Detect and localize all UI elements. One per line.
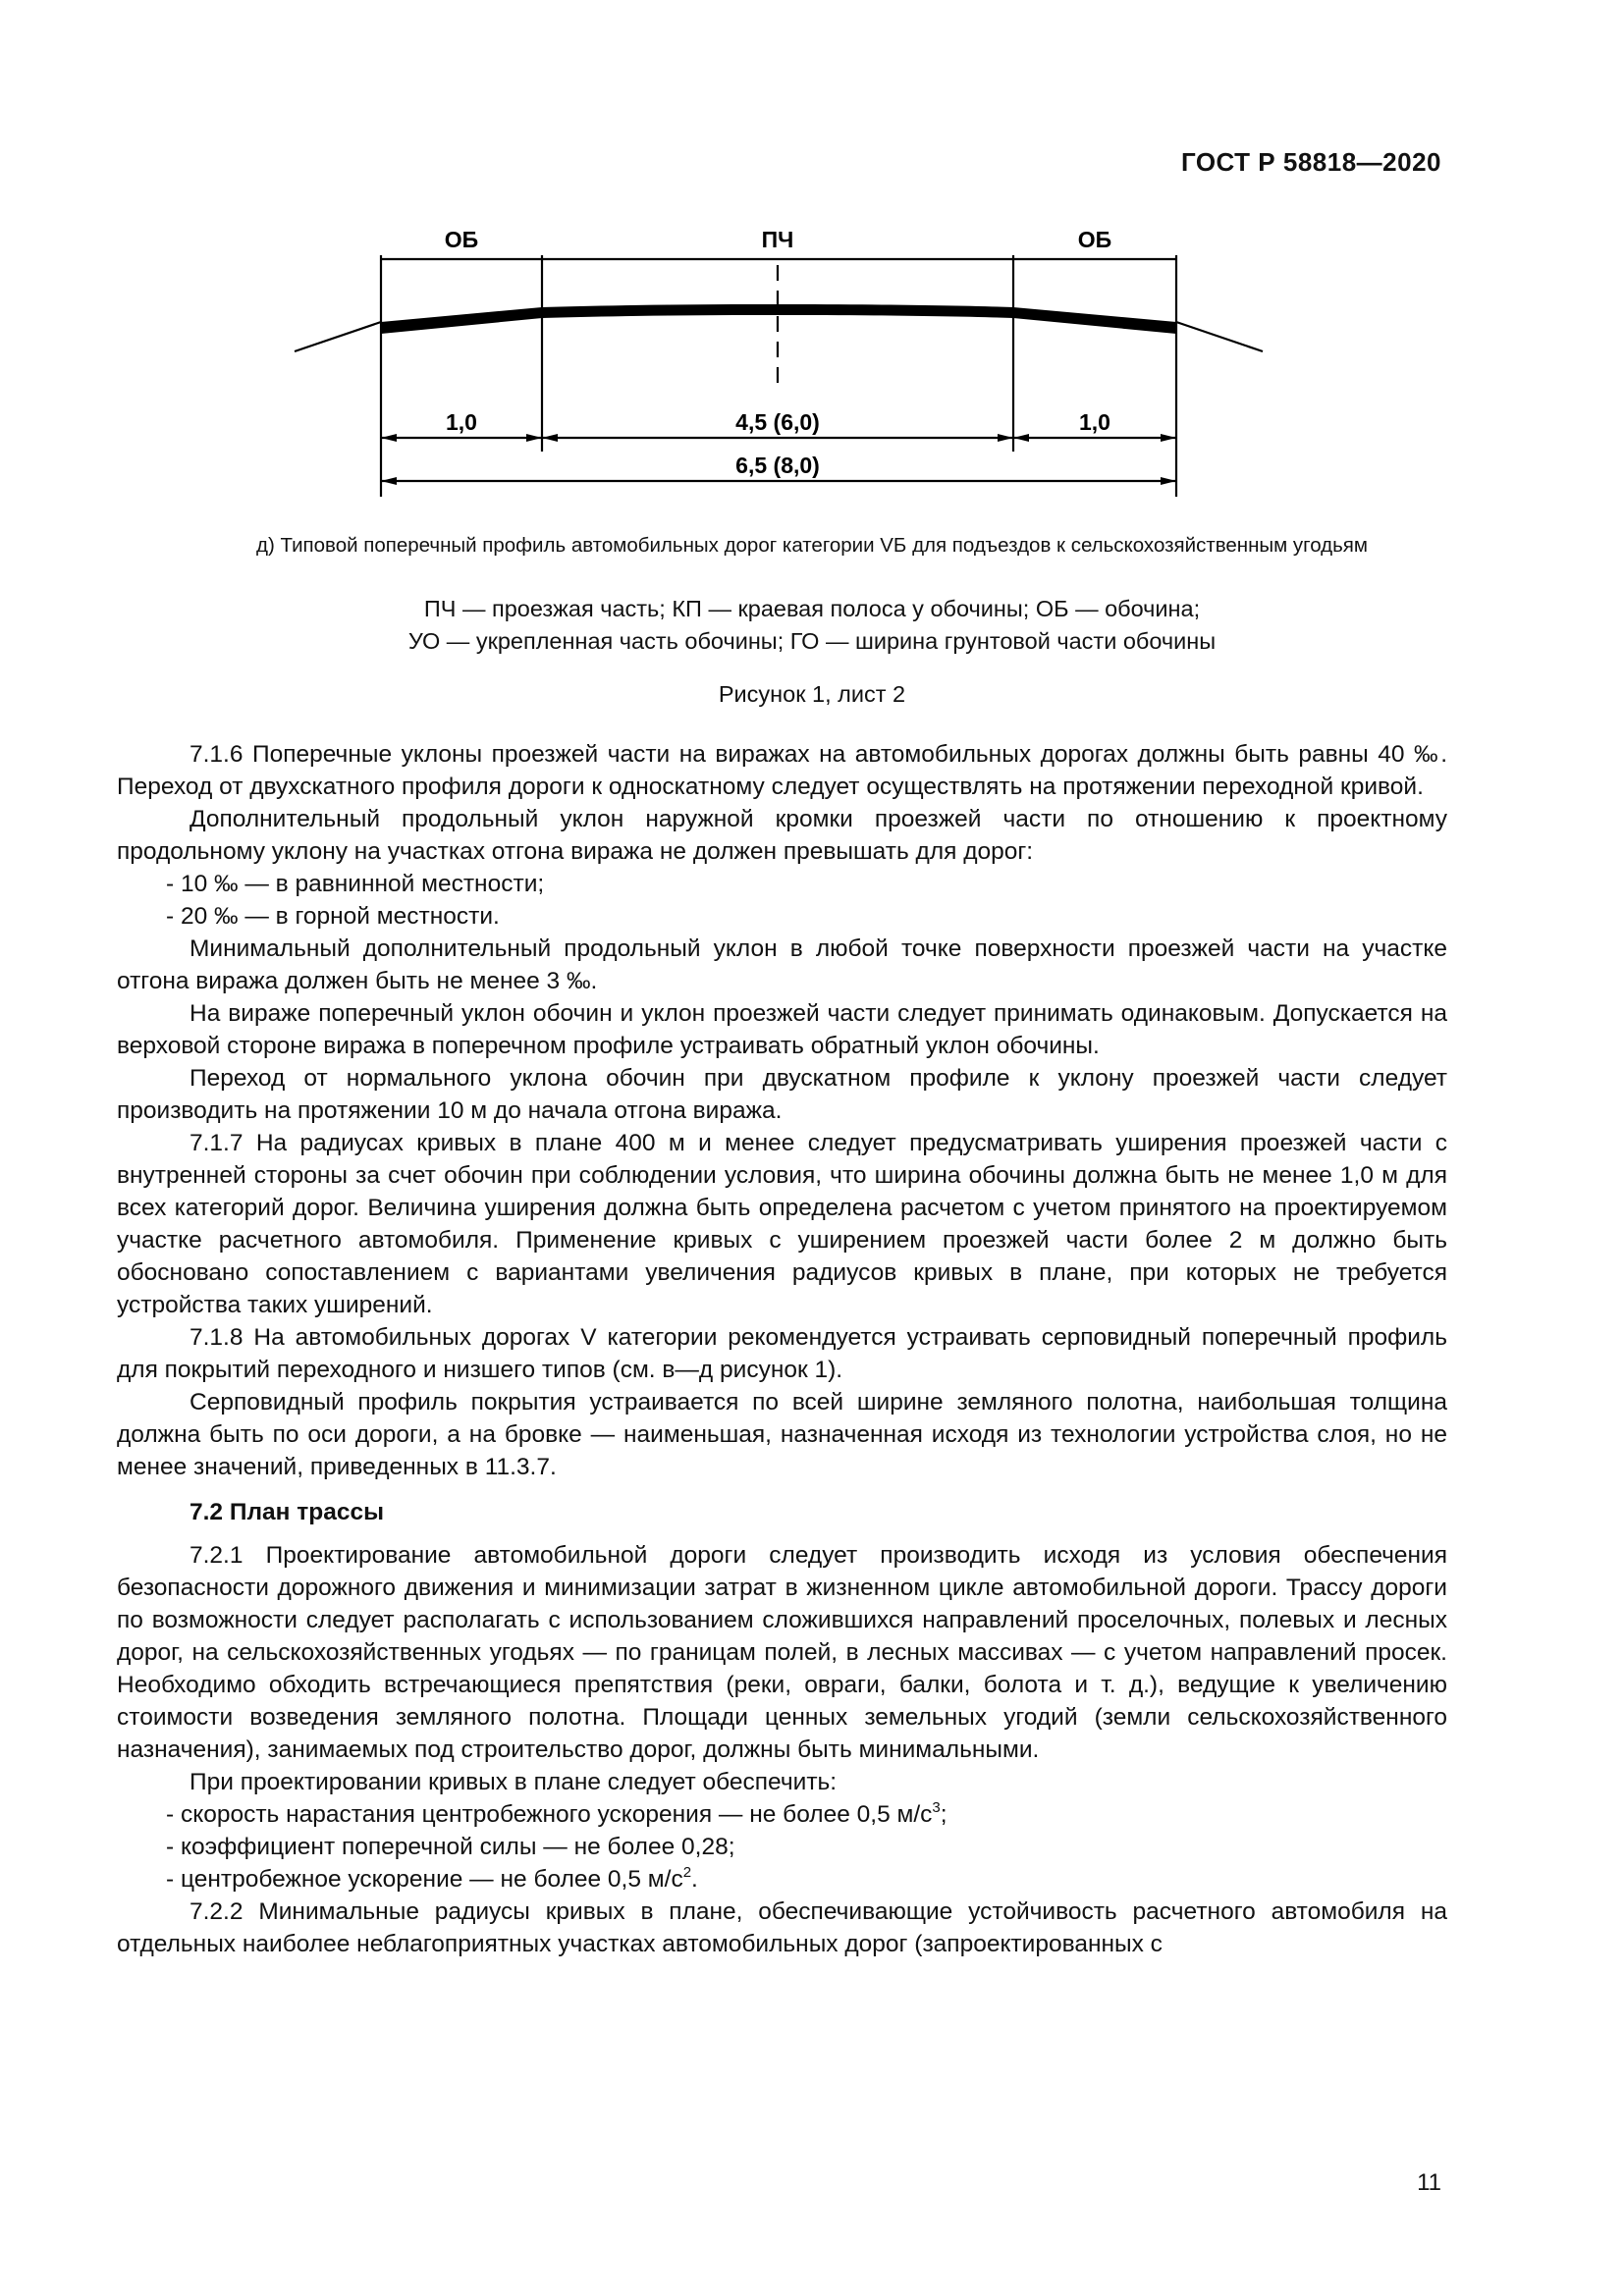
page-header: ГОСТ Р 58818—2020 bbox=[1180, 147, 1441, 177]
paragraph: Дополнительный продольный уклон наружной кромки проезжей части по отношению к проектному продольному уклону на участках отгона виража не должен превышать для дорог: bbox=[117, 806, 1447, 865]
list-item-end: ; bbox=[940, 1801, 947, 1828]
paragraph: 7.1.8 На автомобильных дорогах V категории рекомендуется устраивать серповидный поперечный профиль для покрытий переходного и низшего типов (см. в—д рисунок 1). bbox=[117, 1324, 1447, 1383]
paragraph: Серповидный профиль покрытия устраивается по всей ширине земляного полотна, наибольшая толщина должна быть по оси дороги, а на бровке — наименьшая, назначенная исходя из технологии устройства слоя, но не менее значений, приведенных в 11.3.7. bbox=[117, 1389, 1447, 1480]
cross-section-diagram bbox=[285, 216, 1286, 510]
section-heading: 7.2 План трассы bbox=[189, 1499, 385, 1525]
list-item: - 10 ‰ — в равнинной местности; bbox=[166, 871, 545, 897]
legend-line: ПЧ — проезжая часть; КП — краевая полоса у обочины; ОБ — обочина; bbox=[423, 596, 1201, 621]
arrow bbox=[381, 477, 397, 485]
list-item bbox=[117, 1863, 1447, 1896]
arrow bbox=[998, 434, 1013, 442]
label-shoulder-left: ОБ bbox=[444, 227, 479, 252]
arrow bbox=[526, 434, 542, 442]
paragraph: Переход от нормального уклона обочин при двускатном профиле к уклону проезжей части следует производить на протяжении 10 м до начала отгона виража. bbox=[117, 1065, 1447, 1124]
arrow bbox=[542, 434, 558, 442]
paragraph: При проектировании кривых в плане следует обеспечить: bbox=[189, 1769, 838, 1795]
arrow bbox=[1161, 477, 1176, 485]
paragraph: На вираже поперечный уклон обочин и уклон проезжей части следует принимать одинаковым. Допускается на верховой стороне виража в поперечном профиле устраивать обратный уклон обочины. bbox=[117, 1000, 1447, 1059]
list-item: - 20 ‰ — в горной местности. bbox=[166, 903, 500, 930]
page-number: 11 bbox=[1417, 2169, 1441, 2196]
paragraph: 7.2.2 Минимальные радиусы кривых в плане, обеспечивающие устойчивость расчетного автомобиля на отдельных наиболее неблагоприятных участках автомобильных дорог (запроектированных с bbox=[117, 1898, 1447, 1957]
arrow bbox=[381, 434, 397, 442]
superscript: 3 bbox=[932, 1799, 941, 1816]
right-slope-line bbox=[1176, 322, 1263, 351]
list-item-text: - центробежное ускорение — не более 0,5 м/с bbox=[166, 1866, 683, 1893]
paragraph: 7.2.1 Проектирование автомобильной дороги следует производить исходя из условия обеспечения безопасности дорожного движения и минимизации затрат в жизненном цикле автомобильной дороги. Трассу дороги по возможности следует располагать с использованием сложившихся направлений проселочных, полевых и лесных дорог, на сельскохозяйственных угодьях — по границам полей, в лесных массивах — с учетом направлений просек. Необходимо обходить встречающиеся препятствия (реки, овраги, балки, болота и т. д.), ведущие к увеличению стоимости возведения земляного полотна. Площади ценных земельных угодий (земли сельскохозяйственного назначения), занимаемых под строительство дорог, должны быть минимальными. bbox=[117, 1542, 1447, 1763]
legend-line: УО — укрепленная часть обочины; ГО — ширина грунтовой части обочины bbox=[407, 628, 1217, 654]
list-item-text: - скорость нарастания центробежного ускорения — не более 0,5 м/с bbox=[166, 1801, 933, 1828]
cross-section-figure bbox=[285, 216, 1286, 510]
arrow bbox=[1161, 434, 1176, 442]
list-item: - коэффициент поперечной силы — не более 0,28; bbox=[166, 1834, 735, 1860]
dim-right: 1,0 bbox=[1079, 409, 1110, 435]
paragraph: Минимальный дополнительный продольный уклон в любой точке поверхности проезжей части на участке отгона виража должен быть не менее 3 ‰. bbox=[117, 935, 1447, 994]
left-slope-line bbox=[295, 322, 381, 351]
list-item-end: . bbox=[691, 1866, 698, 1893]
paragraph: 7.1.6 Поперечные уклоны проезжей части на виражах на автомобильных дорогах должны быть равны 40 ‰. Переход от двухскатного профиля дороги к односкатному следует осуществлять на протяжении переходной кривой. bbox=[117, 741, 1447, 800]
paragraph: 7.1.7 На радиусах кривых в плане 400 м и менее следует предусматривать уширения проезжей части с внутренней стороны за счет обочин при соблюдении условия, что ширина обочины должна быть не менее 1,0 м для всех категорий дорог. Величина уширения должна быть определена расчетом с учетом принятого на проектируемом участке расчетного автомобиля. Применение кривых с уширением проезжей части более 2 м должно быть обосновано сопоставлением с вариантами увеличения радиусов кривых в плане, при которых не требуется устройства таких уширений. bbox=[117, 1130, 1447, 1318]
figure-number: Рисунок 1, лист 2 bbox=[718, 681, 906, 707]
dim-center: 4,5 (6,0) bbox=[735, 409, 820, 435]
list-item bbox=[117, 1798, 1447, 1831]
dim-left: 1,0 bbox=[446, 409, 477, 435]
body-text bbox=[117, 738, 1447, 1960]
label-shoulder-right: ОБ bbox=[1077, 227, 1112, 252]
superscript: 2 bbox=[682, 1864, 692, 1881]
figure-caption: д) Типовой поперечный профиль автомобильных дорог категории VБ для подъездов к сельскохозяйственным угодьям bbox=[256, 534, 1368, 557]
figure-legend bbox=[0, 593, 1624, 658]
dim-total: 6,5 (8,0) bbox=[735, 453, 820, 478]
label-carriageway: ПЧ bbox=[761, 227, 794, 252]
arrow bbox=[1013, 434, 1029, 442]
